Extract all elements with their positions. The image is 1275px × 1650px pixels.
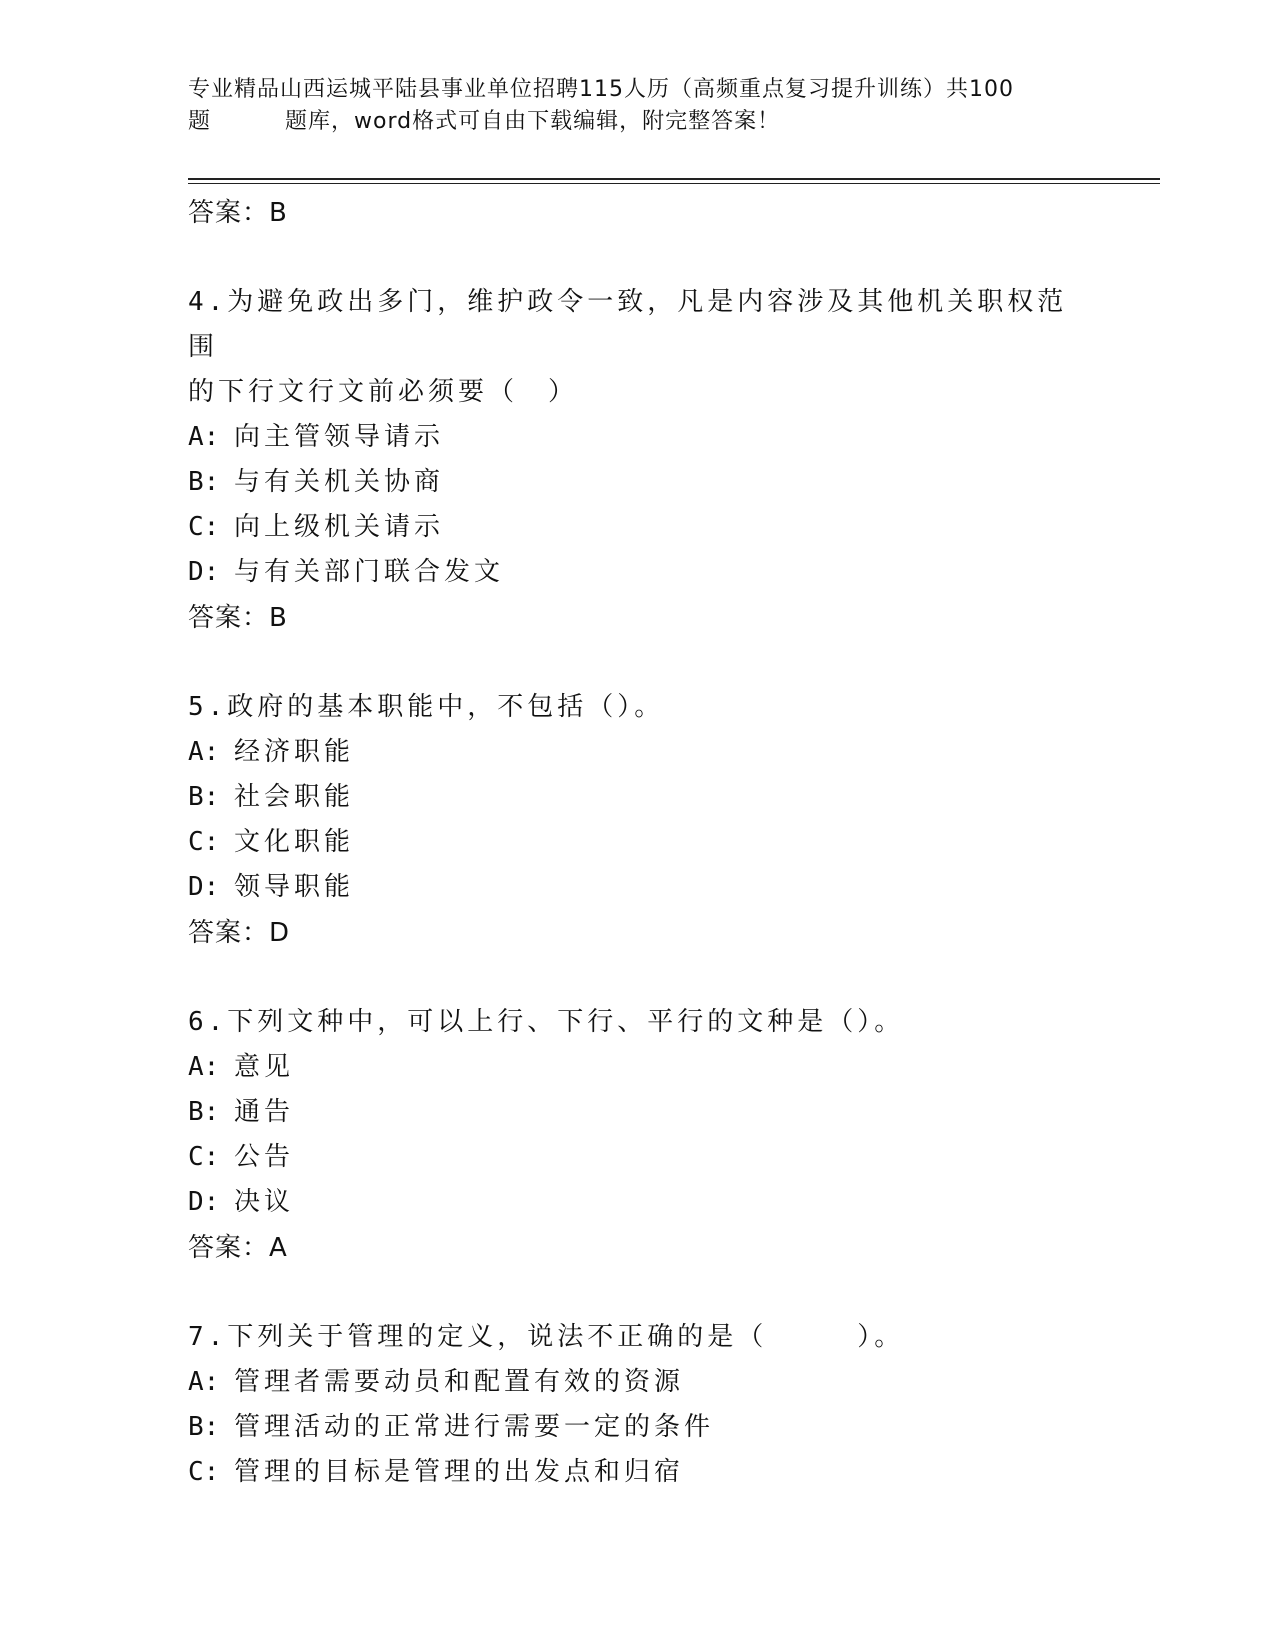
option-key: A: xyxy=(188,737,220,767)
question-stem: 7.下列关于管理的定义，说法不正确的是（ ）。 xyxy=(188,1322,905,1352)
option-item xyxy=(188,1360,1088,1405)
option-item xyxy=(188,820,1088,865)
option-key: A: xyxy=(188,1052,220,1082)
question-block xyxy=(188,1315,1088,1495)
option-key: D: xyxy=(188,872,220,902)
option-text: 领导职能 xyxy=(234,872,355,902)
option-text: 管理者需要动员和配置有效的资源 xyxy=(234,1367,685,1397)
question-list xyxy=(188,190,1088,1495)
option-item xyxy=(188,775,1088,820)
header-title-fragment: 题 xyxy=(188,109,212,134)
option-item xyxy=(188,1180,1088,1225)
question-stem: 4.为避免政出多门，维护政令一致，凡是内容涉及其他机关职权范围 xyxy=(188,287,1068,362)
option-key: D: xyxy=(188,1187,220,1217)
question-block xyxy=(188,685,1088,956)
header-divider xyxy=(188,183,1160,184)
option-key: B: xyxy=(188,1412,220,1442)
option-item xyxy=(188,730,1088,775)
option-text: 意见 xyxy=(234,1052,295,1082)
question-block xyxy=(188,280,1088,641)
question-stem: 6.下列文种中，可以上行、下行、平行的文种是（）。 xyxy=(188,1007,905,1037)
document-header xyxy=(188,74,1088,138)
option-text: 向上级机关请示 xyxy=(234,512,445,542)
question-block xyxy=(188,1000,1088,1271)
question-stem: 5.政府的基本职能中，不包括（）。 xyxy=(188,692,665,722)
option-item xyxy=(188,1405,1088,1450)
option-text: 社会职能 xyxy=(234,782,355,812)
answer-line: 答案：B xyxy=(188,198,288,228)
option-text: 通告 xyxy=(234,1097,295,1127)
option-item xyxy=(188,1090,1088,1135)
option-text: 管理的目标是管理的出发点和归宿 xyxy=(234,1457,685,1487)
option-text: 公告 xyxy=(234,1142,295,1172)
option-key: C: xyxy=(188,827,220,857)
header-title-line-2 xyxy=(188,106,1088,138)
header-title-fragment: 题库，word格式可自由下载编辑，附完整答案！ xyxy=(285,109,781,134)
option-text: 与有关机关协商 xyxy=(234,467,445,497)
option-item xyxy=(188,1135,1088,1180)
option-key: C: xyxy=(188,1142,220,1172)
option-item xyxy=(188,1450,1088,1495)
option-key: A: xyxy=(188,1367,220,1397)
option-text: 决议 xyxy=(234,1187,295,1217)
option-item xyxy=(188,550,1088,595)
answer-line: 答案：A xyxy=(188,1233,288,1263)
option-text: 经济职能 xyxy=(234,737,355,767)
header-title-line-1: 专业精品山西运城平陆县事业单位招聘115人历（高频重点复习提升训练）共100 xyxy=(188,77,1014,102)
option-key: C: xyxy=(188,512,220,542)
option-item xyxy=(188,460,1088,505)
option-key: A: xyxy=(188,422,220,452)
option-text: 管理活动的正常进行需要一定的条件 xyxy=(234,1412,715,1442)
option-key: D: xyxy=(188,557,220,587)
option-text: 文化职能 xyxy=(234,827,355,857)
option-item xyxy=(188,1045,1088,1090)
option-text: 向主管领导请示 xyxy=(234,422,445,452)
header-divider xyxy=(188,178,1160,180)
option-key: B: xyxy=(188,467,220,497)
option-key: B: xyxy=(188,1097,220,1127)
question-stem: 的下行文行文前必须要（ ） xyxy=(188,377,579,407)
option-text: 与有关部门联合发文 xyxy=(234,557,505,587)
option-item xyxy=(188,865,1088,910)
answer-line: 答案：B xyxy=(188,603,288,633)
option-key: C: xyxy=(188,1457,220,1487)
answer-line: 答案：D xyxy=(188,918,291,948)
option-item xyxy=(188,505,1088,550)
option-key: B: xyxy=(188,782,220,812)
option-item xyxy=(188,415,1088,460)
